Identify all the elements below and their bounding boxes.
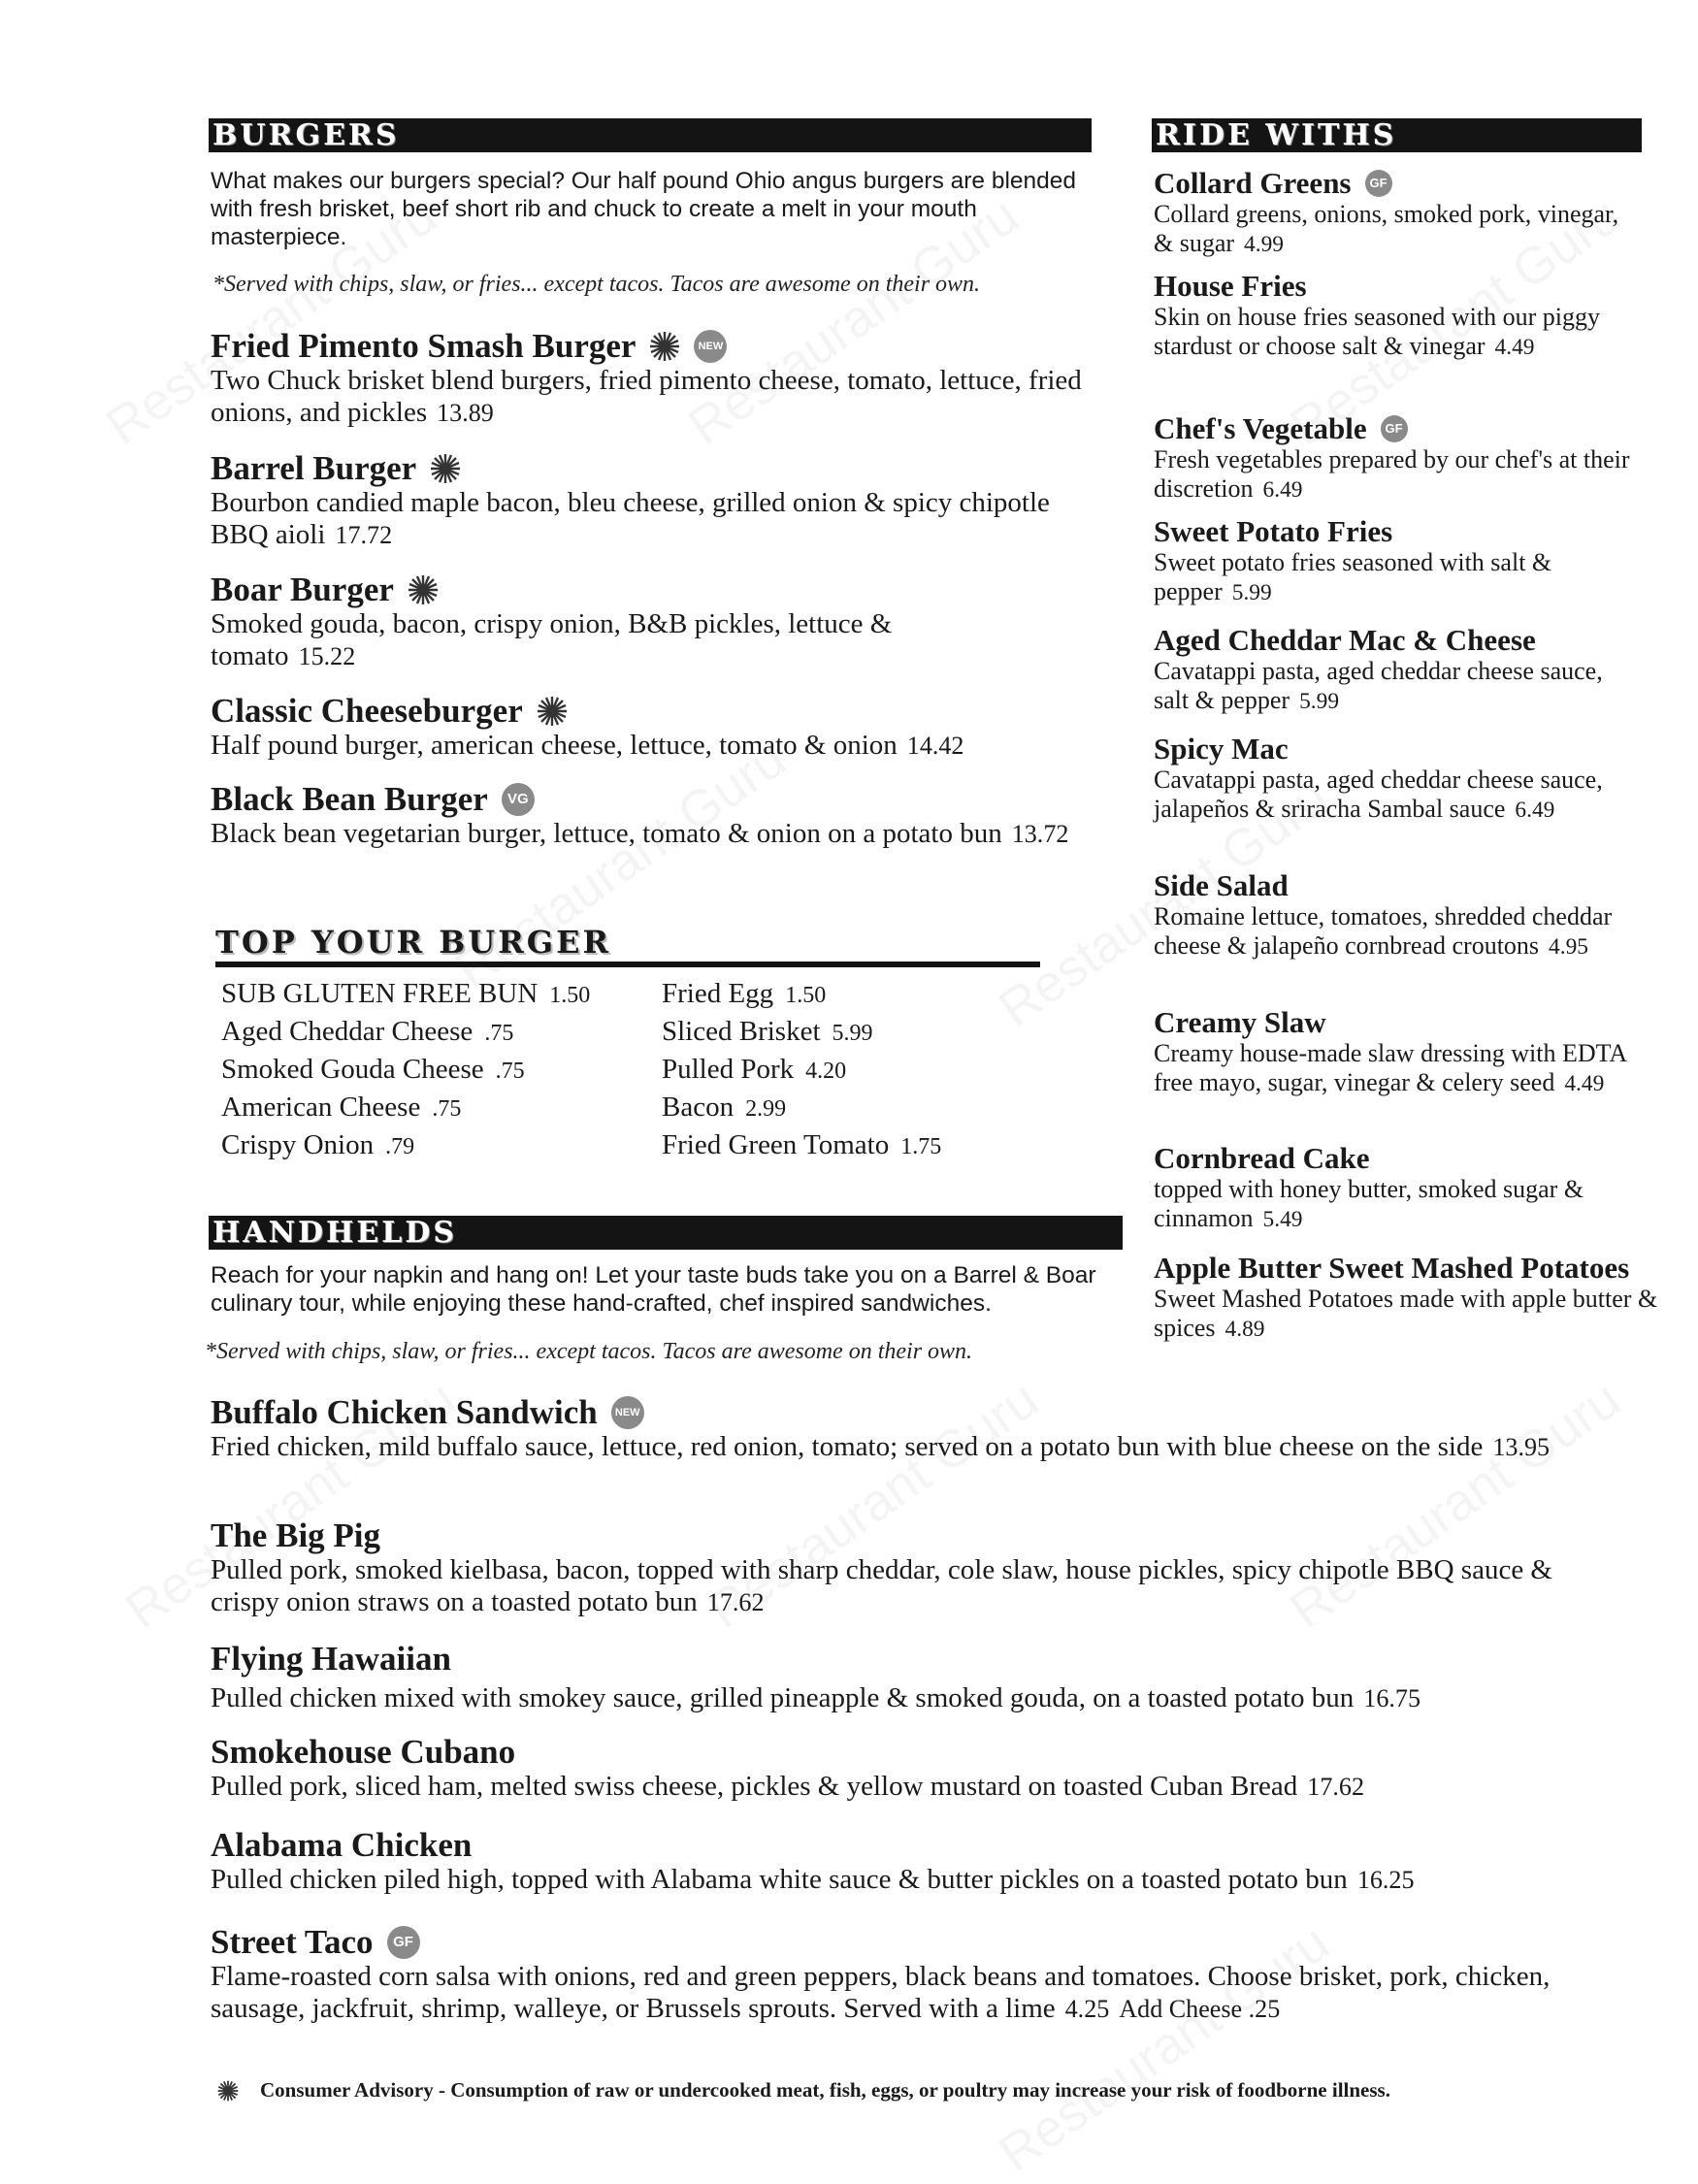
item-name: Aged Cheddar Mac & Cheese	[1154, 623, 1536, 657]
side-item	[1154, 869, 1639, 962]
item-name: Smokehouse Cubano	[211, 1733, 516, 1771]
side-item	[1154, 515, 1639, 607]
side-item	[1154, 1252, 1658, 1344]
item-description: Two Chuck brisket blend burgers, fried pimento cheese, tomato, lettuce, fried onions, and pickles	[211, 365, 1082, 428]
ride-withs-header: RIDE WITHS	[1152, 118, 1642, 152]
topping-item: Fried Green Tomato 1.75	[662, 1129, 942, 1160]
item-description: Sweet potato fries seasoned with salt & pepper	[1154, 548, 1552, 605]
topping-item: Bacon 2.99	[662, 1092, 787, 1123]
item-name: Side Salad	[1154, 868, 1289, 902]
item-description: Fresh vegetables prepared by our chef's at their discretion	[1154, 445, 1630, 503]
item-name: Creamy Slaw	[1154, 1005, 1326, 1039]
topping-item: Smoked Gouda Cheese .75	[221, 1054, 525, 1085]
item-name: House Fries	[1154, 269, 1307, 303]
item-price: 17.62	[1307, 1773, 1365, 1801]
topping-item: Fried Egg 1.50	[662, 978, 827, 1009]
item-name: Cornbread Cake	[1154, 1141, 1370, 1175]
topping-item: Sliced Brisket 5.99	[662, 1016, 873, 1047]
star-icon	[217, 2080, 239, 2102]
item-description: Black bean vegetarian burger, lettuce, tomato & onion on a potato bun	[211, 818, 1002, 849]
side-item	[1154, 1006, 1639, 1098]
item-description: Smoked gouda, bacon, crispy onion, B&B pickles, lettuce & tomato	[211, 608, 893, 671]
item-description: Romaine lettuce, tomatoes, shredded cheddar cheese & jalapeño cornbread croutons	[1154, 902, 1613, 960]
advisory-text: Consumer Advisory - Consumption of raw or undercooked meat, fish, eggs, or poultry may increase your risk of foodborne illness.	[260, 2078, 1390, 2102]
item-name: Alabama Chicken	[211, 1826, 473, 1864]
item-name: Flying Hawaiian	[211, 1640, 451, 1678]
item-price: 4.95	[1549, 934, 1588, 960]
menu-item	[211, 328, 1118, 429]
star-icon	[430, 453, 461, 484]
item-description: Pulled chicken piled high, topped with Alabama white sauce & butter pickles on a toasted potato bun	[211, 1864, 1348, 1895]
item-description: Pulled chicken mixed with smokey sauce, grilled pineapple & smoked gouda, on a toasted potato bun	[211, 1682, 1355, 1713]
item-description: topped with honey butter, smoked sugar & cinnamon	[1154, 1175, 1584, 1232]
vg-badge: VG	[502, 783, 535, 816]
item-name: Street Taco	[211, 1923, 374, 1961]
item-name: Collard Greens	[1154, 166, 1352, 200]
menu-item	[211, 1394, 1559, 1463]
burgers-header: BURGERS	[209, 118, 1092, 152]
topping-item: Pulled Pork 4.20	[662, 1054, 847, 1085]
item-price: 5.49	[1262, 1207, 1303, 1232]
item-description: Pulled pork, sliced ham, melted swiss cheese, pickles & yellow mustard on toasted Cuban Bread	[211, 1771, 1298, 1802]
burgers-served-note: *Served with chips, slaw, or fries... except tacos. Tacos are awesome on their own.	[212, 272, 981, 297]
menu-item	[211, 1924, 1559, 2025]
item-name: The Big Pig	[211, 1516, 381, 1554]
item-description: Sweet Mashed Potatoes made with apple butter & spices	[1154, 1285, 1658, 1342]
item-name: Black Bean Burger	[211, 780, 488, 818]
side-item	[1154, 1142, 1658, 1234]
star-icon	[537, 696, 568, 727]
menu-item	[211, 450, 1084, 551]
burgers-intro: What makes our burgers special? Our half pound Ohio angus burgers are blended with fresh brisket, beef short rib and chuck to create a melt in your mouth masterpiece.	[211, 168, 1077, 250]
topping-item: Crispy Onion .79	[221, 1129, 415, 1160]
item-name: Fried Pimento Smash Burger	[211, 327, 637, 365]
menu-item	[211, 1641, 1608, 1714]
item-name: Classic Cheeseburger	[211, 692, 523, 730]
item-description: Cavatappi pasta, aged cheddar cheese sauce, salt & pepper	[1154, 657, 1603, 714]
item-price: 4.89	[1225, 1317, 1265, 1342]
item-price: 5.99	[1231, 580, 1272, 605]
item-description: Collard greens, onions, smoked pork, vinegar, & sugar	[1154, 200, 1619, 257]
handhelds-intro: Reach for your napkin and hang on! Let your taste buds take you on a Barrel & Boar culinary tour, while enjoying these hand-crafted, chef inspired sandwiches.	[211, 1262, 1096, 1317]
item-description: Flame-roasted corn salsa with onions, red and green peppers, black beans and tomatoes. Choose brisket, pork, chicken, sausage, jackfruit, shrimp, walleye, or Brussels sprouts. Served with a lime	[211, 1961, 1551, 2024]
side-item	[1154, 733, 1639, 825]
new-badge: NEW	[694, 330, 727, 363]
menu-item	[211, 571, 1016, 672]
new-badge: NEW	[611, 1396, 644, 1429]
top-your-burger-rule	[215, 962, 1040, 967]
item-price: 6.49	[1515, 798, 1555, 823]
item-price: 5.99	[1299, 689, 1340, 714]
menu-item	[211, 693, 1123, 762]
item-name: Boar Burger	[211, 570, 394, 608]
side-item	[1154, 270, 1639, 362]
topping-item: Aged Cheddar Cheese .75	[221, 1016, 514, 1047]
star-icon	[408, 574, 439, 605]
item-price: 4.25	[1064, 1995, 1110, 2023]
item-description: Fried chicken, mild buffalo sauce, lettuce, red onion, tomato; served on a potato bun with blue cheese on the side	[211, 1431, 1484, 1462]
gf-badge: GF	[1381, 415, 1408, 442]
gf-badge: GF	[387, 1926, 420, 1959]
topping-item: American Cheese .75	[221, 1092, 462, 1123]
item-price: 4.49	[1494, 335, 1535, 360]
star-icon	[649, 331, 680, 362]
top-your-burger-title: TOP YOUR BURGER	[215, 924, 612, 961]
item-description: Cavatappi pasta, aged cheddar cheese sauce, jalapeños & sriracha Sambal sauce	[1154, 766, 1603, 823]
menu-item	[211, 1827, 1608, 1896]
item-price: 17.62	[706, 1588, 765, 1616]
item-name: Buffalo Chicken Sandwich	[211, 1393, 598, 1431]
menu-item	[211, 1734, 1608, 1803]
item-description: Pulled pork, smoked kielbasa, bacon, topped with sharp cheddar, cole slaw, house pickles, spicy chipotle BBQ sauce & crispy onion straws on a toasted potato bun	[211, 1554, 1552, 1617]
item-name: Sweet Potato Fries	[1154, 514, 1393, 548]
handhelds-served-note: *Served with chips, slaw, or fries... except tacos. Tacos are awesome on their own.	[205, 1339, 973, 1364]
item-price: 16.25	[1356, 1866, 1415, 1894]
menu-item	[211, 1517, 1559, 1618]
item-extra: Add Cheese .25	[1119, 1995, 1281, 2023]
item-description: Creamy house-made slaw dressing with EDTA free mayo, sugar, vinegar & celery seed	[1154, 1039, 1626, 1096]
topping-item: SUB GLUTEN FREE BUN 1.50	[221, 978, 591, 1009]
side-item	[1154, 167, 1639, 259]
item-price: 13.89	[437, 399, 494, 427]
item-name: Chef's Vegetable	[1154, 411, 1367, 445]
item-price: 17.72	[335, 521, 393, 549]
side-item	[1154, 624, 1639, 716]
item-description: Half pound burger, american cheese, lettuce, tomato & onion	[211, 730, 898, 761]
item-price: 4.99	[1244, 232, 1284, 257]
handhelds-header: HANDHELDS	[209, 1216, 1123, 1250]
item-name: Apple Butter Sweet Mashed Potatoes	[1154, 1251, 1630, 1285]
item-price: 14.42	[906, 732, 964, 760]
item-price: 6.49	[1262, 477, 1303, 503]
gf-badge: GF	[1365, 170, 1392, 197]
menu-item	[211, 781, 1084, 850]
item-description: Skin on house fries seasoned with our piggy stardust or choose salt & vinegar	[1154, 303, 1601, 360]
item-price: 16.75	[1363, 1684, 1420, 1712]
item-name: Barrel Burger	[211, 449, 417, 487]
item-price: 4.49	[1564, 1071, 1605, 1096]
side-item	[1154, 412, 1639, 505]
item-name: Spicy Mac	[1154, 732, 1289, 766]
item-description: Bourbon candied maple bacon, bleu cheese, grilled onion & spicy chipotle BBQ aioli	[211, 487, 1050, 550]
item-price: 13.95	[1492, 1433, 1551, 1461]
consumer-advisory	[217, 2078, 1390, 2103]
item-price: 15.22	[298, 642, 356, 670]
item-price: 13.72	[1011, 820, 1069, 848]
